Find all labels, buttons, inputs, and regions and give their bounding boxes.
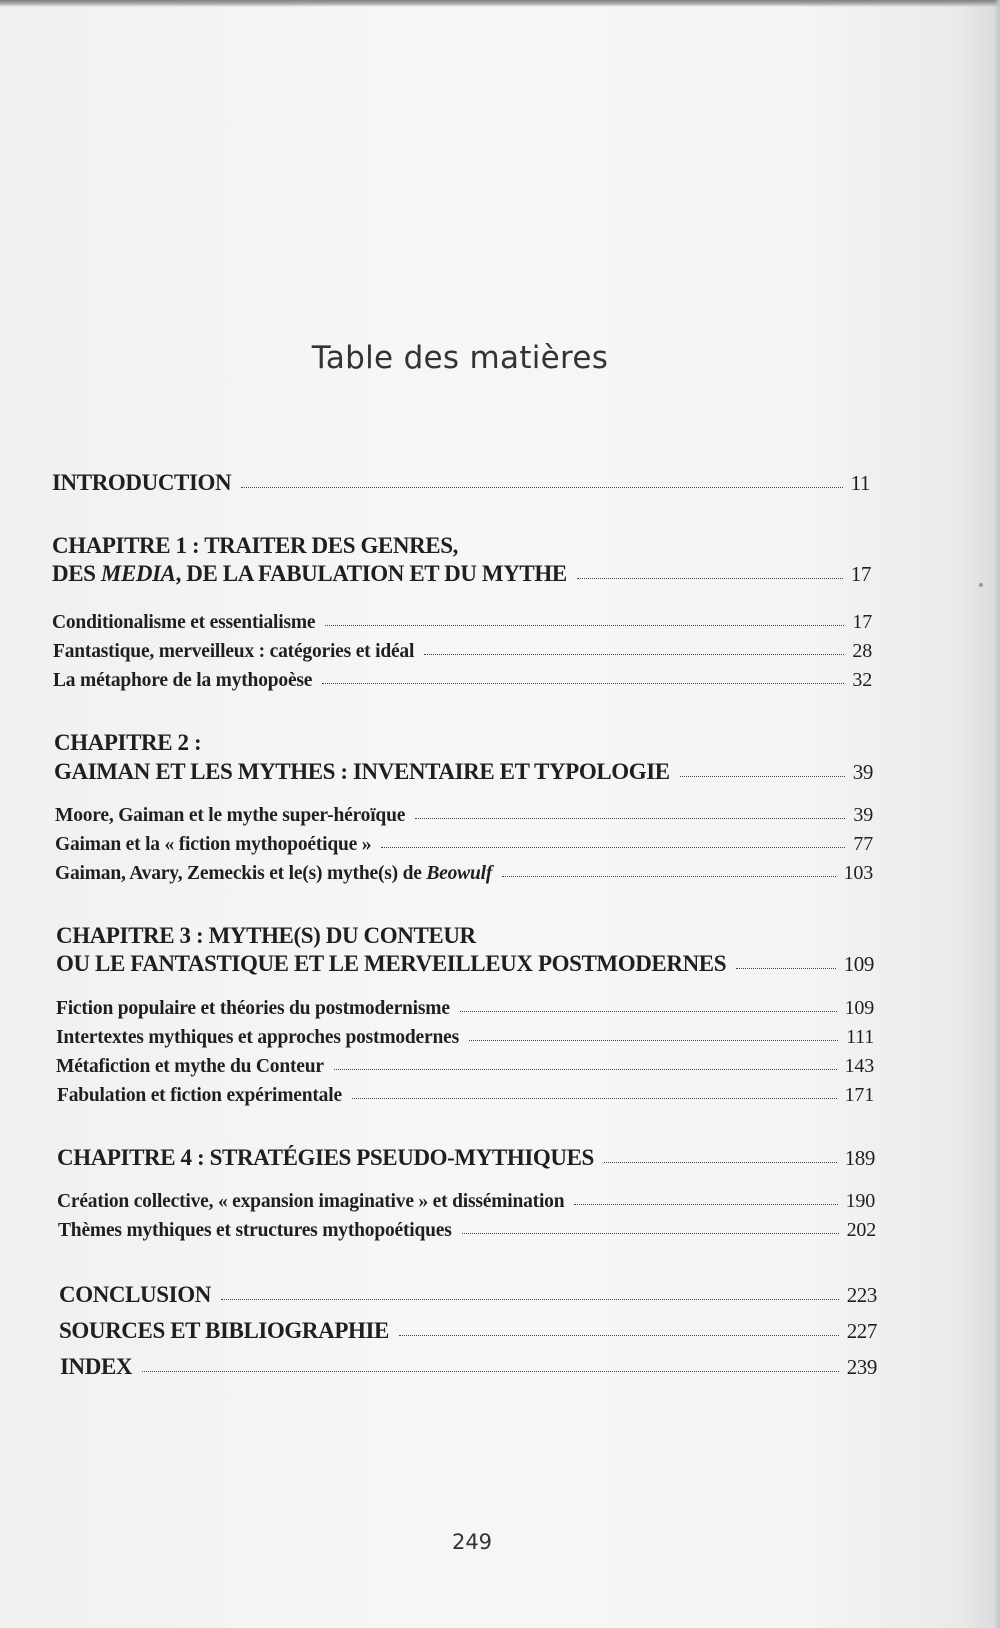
toc-entry-section[interactable] [58,1219,876,1242]
toc-entry-label: SOURCES ET BIBLIOGRAPHIE [59,1318,389,1343]
dot-leader [415,817,845,819]
toc-entry-label: La métaphore de la mythopoèse [53,670,313,691]
toc-entry-label: INDEX [60,1354,133,1379]
toc-entry-label: CONCLUSION [59,1282,211,1307]
dot-leader [241,486,842,488]
toc-entry-chapter-3[interactable] [56,951,874,977]
page-right-edge [994,0,1000,1628]
toc-entry-label: OU LE FANTASTIQUE ET LE MERVEILLEUX POSTMODERNES [56,951,727,976]
toc-entry-label: Gaiman et la « fiction mythopoétique » [55,834,372,855]
dot-leader [469,1039,838,1041]
toc-page-number: 111 [846,1026,874,1048]
toc-entry-section[interactable] [56,1026,874,1049]
toc-page-number: 189 [844,1146,875,1170]
dot-leader [574,1203,837,1205]
toc-entry-label: CHAPITRE 4 : STRATÉGIES PSEUDO-MYTHIQUES [57,1145,594,1170]
toc-entry-label: DES MEDIA, DE LA FABULATION ET DU MYTHE [52,561,567,586]
toc-entry-section[interactable] [55,833,873,856]
toc-entry-section[interactable] [53,669,872,692]
page-number-folio: 249 [451,1530,493,1554]
toc-entry-label: Métafiction et mythe du Conteur [56,1056,324,1077]
toc-page-number: 77 [853,833,873,855]
toc-page-number: 39 [853,804,873,826]
chapter-3-heading-line1: CHAPITRE 3 : MYTHE(S) DU CONTEUR [56,923,476,948]
toc-entry-introduction[interactable] [52,470,870,496]
toc-page-number: 223 [846,1283,877,1307]
dot-leader [604,1161,837,1163]
toc-entry-label: GAIMAN ET LES MYTHES : INVENTAIRE ET TYPOLOGIE [54,759,670,784]
toc-page-number: 171 [844,1084,874,1106]
toc-page-number: 190 [845,1190,875,1212]
toc-entry-label: Intertextes mythiques et approches postmodernes [56,1027,459,1048]
dot-leader [334,1068,837,1070]
dot-leader [680,775,845,777]
toc-page-number: 143 [844,1055,874,1077]
chapter-1-heading-line1: CHAPITRE 1 : TRAITER DES GENRES, [52,533,458,558]
toc-entry-label: Fiction populaire et théories du postmodernisme [56,998,450,1019]
toc-entry-sources-bibliographie[interactable] [59,1318,877,1344]
toc-entry-label: Gaiman, Avary, Zemeckis et le(s) mythe(s) de Beowulf [55,863,493,884]
page-title: Table des matières [311,340,609,376]
toc-page-number: 227 [846,1319,877,1343]
toc-entry-section[interactable] [57,1084,874,1107]
toc-entry-chapter-4[interactable] [57,1145,875,1171]
toc-entry-section[interactable] [52,611,872,634]
toc-entry-label: Moore, Gaiman et le mythe super-héroïque [55,805,406,826]
toc-entry-chapter-1[interactable] [52,561,871,587]
toc-entry-section[interactable] [56,1055,874,1078]
toc-page-number: 11 [850,471,870,495]
dot-leader [460,1010,837,1012]
toc-entry-conclusion[interactable] [59,1282,877,1308]
dot-leader [462,1232,839,1234]
toc-entry-label: Fantastique, merveilleux : catégories et idéal [53,641,415,662]
toc-page-number: 28 [852,640,872,662]
toc-entry-label: Conditionalisme et essentialisme [52,612,316,633]
toc-entry-label: Fabulation et fiction expérimentale [57,1085,342,1106]
toc-page-number: 32 [852,669,872,691]
dot-leader [424,653,844,655]
page-top-edge [0,0,1000,7]
toc-page-number: 202 [846,1219,876,1241]
toc-entry-chapter-2[interactable] [54,759,873,785]
toc-entry-label: Thèmes mythiques et structures mythopoétiques [58,1220,452,1241]
dot-leader [142,1370,839,1372]
toc-page-number: 109 [843,952,874,976]
dot-leader [381,846,845,848]
toc-page-number: 109 [844,997,874,1019]
dot-leader [221,1298,839,1300]
toc-entry-section[interactable] [53,640,872,663]
toc-page-number: 17 [852,611,872,633]
dot-leader [502,875,835,877]
toc-entry-section[interactable] [55,804,873,827]
toc-entry-section[interactable] [57,1190,875,1213]
toc-page-number: 39 [852,760,873,784]
dot-leader [577,577,843,579]
toc-entry-index[interactable] [60,1354,877,1380]
toc-page-number: 103 [843,862,873,884]
toc-entry-section[interactable] [55,862,873,885]
dot-leader [736,967,836,969]
toc-entry-section[interactable] [56,997,874,1020]
dot-leader [322,682,844,684]
toc-page-number: 17 [850,562,871,586]
dot-leader [399,1334,839,1336]
dot-leader [325,624,844,626]
toc-entry-label: Création collective, « expansion imaginative » et dissémination [57,1191,565,1212]
chapter-2-heading-line1: CHAPITRE 2 : [54,730,202,755]
paper-speck [979,583,983,587]
dot-leader [352,1097,837,1099]
toc-entry-label: INTRODUCTION [52,470,232,495]
toc-page-number: 239 [846,1355,877,1379]
